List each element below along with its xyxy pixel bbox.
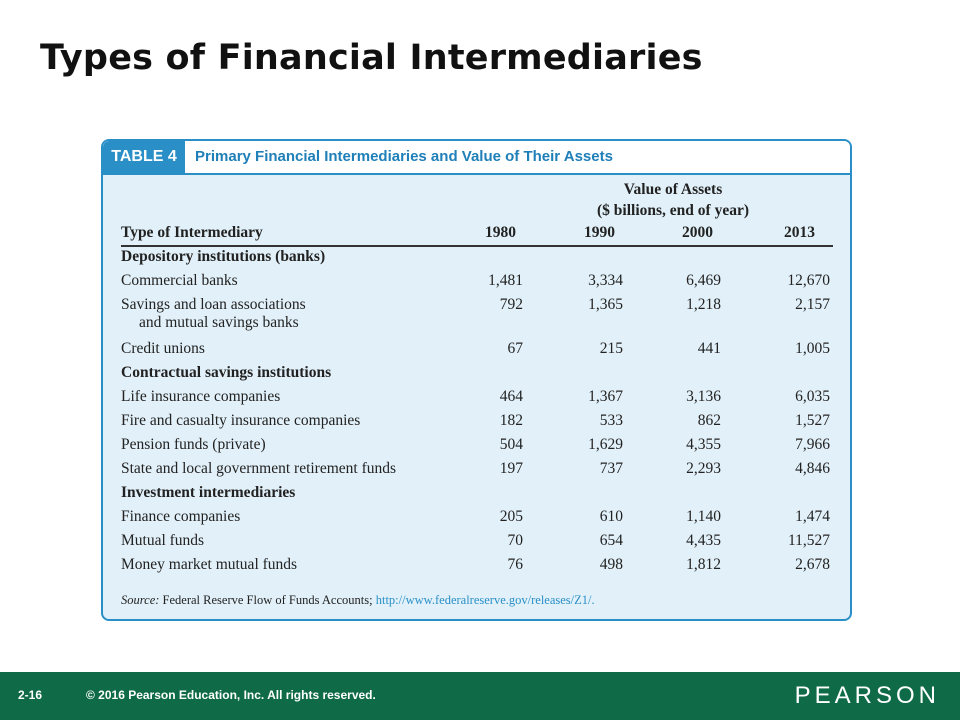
cell-2000: 6,469 [686, 272, 721, 289]
row-label [121, 460, 396, 478]
table-row [103, 272, 850, 296]
slide-title: Types of Financial Intermediaries [40, 38, 703, 78]
cell-2000: 1,140 [686, 508, 721, 525]
cell-1990: 610 [599, 508, 623, 525]
assets-table [101, 139, 852, 621]
row-label-text: Depository institutions (banks) [121, 248, 326, 265]
table-row [103, 460, 850, 484]
column-header-type: Type of Intermediary [121, 224, 263, 241]
table-row [103, 508, 850, 532]
row-label [121, 412, 360, 430]
value-of-assets-header [558, 179, 788, 221]
column-header-2013: 2013 [784, 224, 815, 241]
table-row [103, 436, 850, 460]
value-header-line1: Value of Assets [623, 181, 723, 198]
table-row [103, 412, 850, 436]
table-row [103, 556, 850, 580]
cell-2000: 4,435 [686, 532, 721, 549]
cell-2000: 2,293 [686, 460, 721, 477]
cell-1990: 533 [599, 412, 623, 429]
cell-2013: 11,527 [787, 532, 830, 549]
cell-2013: 1,527 [795, 412, 830, 429]
row-label-text: Investment intermediaries [121, 484, 296, 501]
row-label-text: Fire and casualty insurance companies [121, 412, 361, 429]
cell-1980: 182 [499, 412, 523, 429]
cell-1990: 654 [599, 532, 623, 549]
row-label [121, 272, 238, 290]
row-label-text: Finance companies [121, 508, 241, 525]
table-source [121, 593, 595, 608]
cell-2000: 1,218 [686, 296, 721, 313]
row-label-text: Mutual funds [121, 532, 205, 549]
table-row [103, 532, 850, 556]
section-label [121, 248, 325, 266]
cell-1990: 3,334 [588, 272, 623, 289]
cell-2000: 4,355 [686, 436, 721, 453]
cell-1990: 737 [599, 460, 623, 477]
cell-2013: 12,670 [787, 272, 830, 289]
cell-2013: 7,966 [795, 436, 830, 453]
cell-1990: 1,367 [588, 388, 623, 405]
row-label-text: Life insurance companies [121, 388, 281, 405]
section-label [121, 364, 331, 382]
row-label [121, 388, 280, 406]
cell-1980: 76 [507, 556, 523, 573]
column-header-1980: 1980 [485, 224, 516, 241]
row-label [121, 556, 297, 574]
page-number: 2-16 [18, 688, 43, 702]
table-section-row [103, 484, 850, 508]
cell-1980: 197 [499, 460, 523, 477]
row-label [121, 296, 306, 332]
table-number: TABLE 4 [103, 141, 185, 173]
source-link[interactable]: http://www.federalreserve.gov/releases/Z1/. [375, 593, 595, 607]
footer-bar [0, 672, 960, 720]
cell-1980: 205 [499, 508, 523, 525]
row-label-text: Commercial banks [121, 272, 238, 289]
cell-2000: 441 [697, 340, 721, 357]
table-section-row [103, 364, 850, 388]
cell-1980: 1,481 [488, 272, 523, 289]
cell-2013: 1,005 [795, 340, 830, 357]
cell-2013: 1,474 [795, 508, 830, 525]
cell-1980: 67 [507, 340, 523, 357]
source-label: Source: [121, 593, 160, 607]
cell-1980: 792 [499, 296, 523, 313]
cell-1990: 1,629 [588, 436, 623, 453]
row-label-text: Pension funds (private) [121, 436, 266, 453]
row-label-text: Money market mutual funds [121, 556, 298, 573]
row-label-text: Contractual savings institutions [121, 364, 332, 381]
copyright-text: © 2016 Pearson Education, Inc. All rights reserved. [86, 688, 376, 702]
row-label [121, 532, 204, 550]
cell-1990: 215 [599, 340, 623, 357]
table-row [103, 388, 850, 412]
row-label [121, 508, 240, 526]
cell-2000: 1,812 [686, 556, 721, 573]
row-label-continuation: and mutual savings banks [139, 314, 299, 331]
section-label [121, 484, 295, 502]
cell-2013: 2,157 [795, 296, 830, 313]
cell-1980: 504 [499, 436, 523, 453]
row-label-text: Savings and loan associations [121, 296, 306, 313]
cell-2013: 6,035 [795, 388, 830, 405]
pearson-logo: PEARSON [794, 682, 940, 709]
header-rule [121, 245, 833, 247]
cell-2000: 862 [697, 412, 721, 429]
cell-1980: 464 [499, 388, 523, 405]
row-label-text: Credit unions [121, 340, 205, 357]
row-label [121, 340, 205, 358]
table-header [103, 141, 850, 175]
table-title: Primary Financial Intermediaries and Value of Their Assets [195, 148, 613, 165]
column-header-1990: 1990 [584, 224, 615, 241]
cell-2000: 3,136 [686, 388, 721, 405]
cell-2013: 2,678 [795, 556, 830, 573]
cell-2013: 4,846 [795, 460, 830, 477]
table-section-row [103, 248, 850, 272]
table-row [103, 296, 850, 331]
cell-1990: 1,365 [588, 296, 623, 313]
row-label-text: State and local government retirement funds [121, 460, 397, 477]
source-text: Federal Reserve Flow of Funds Accounts; [162, 593, 373, 607]
cell-1980: 70 [507, 532, 523, 549]
row-label [121, 436, 266, 454]
table-row [103, 340, 850, 364]
cell-1990: 498 [599, 556, 623, 573]
column-header-2000: 2000 [682, 224, 713, 241]
value-header-line2: ($ billions, end of year) [597, 202, 749, 219]
